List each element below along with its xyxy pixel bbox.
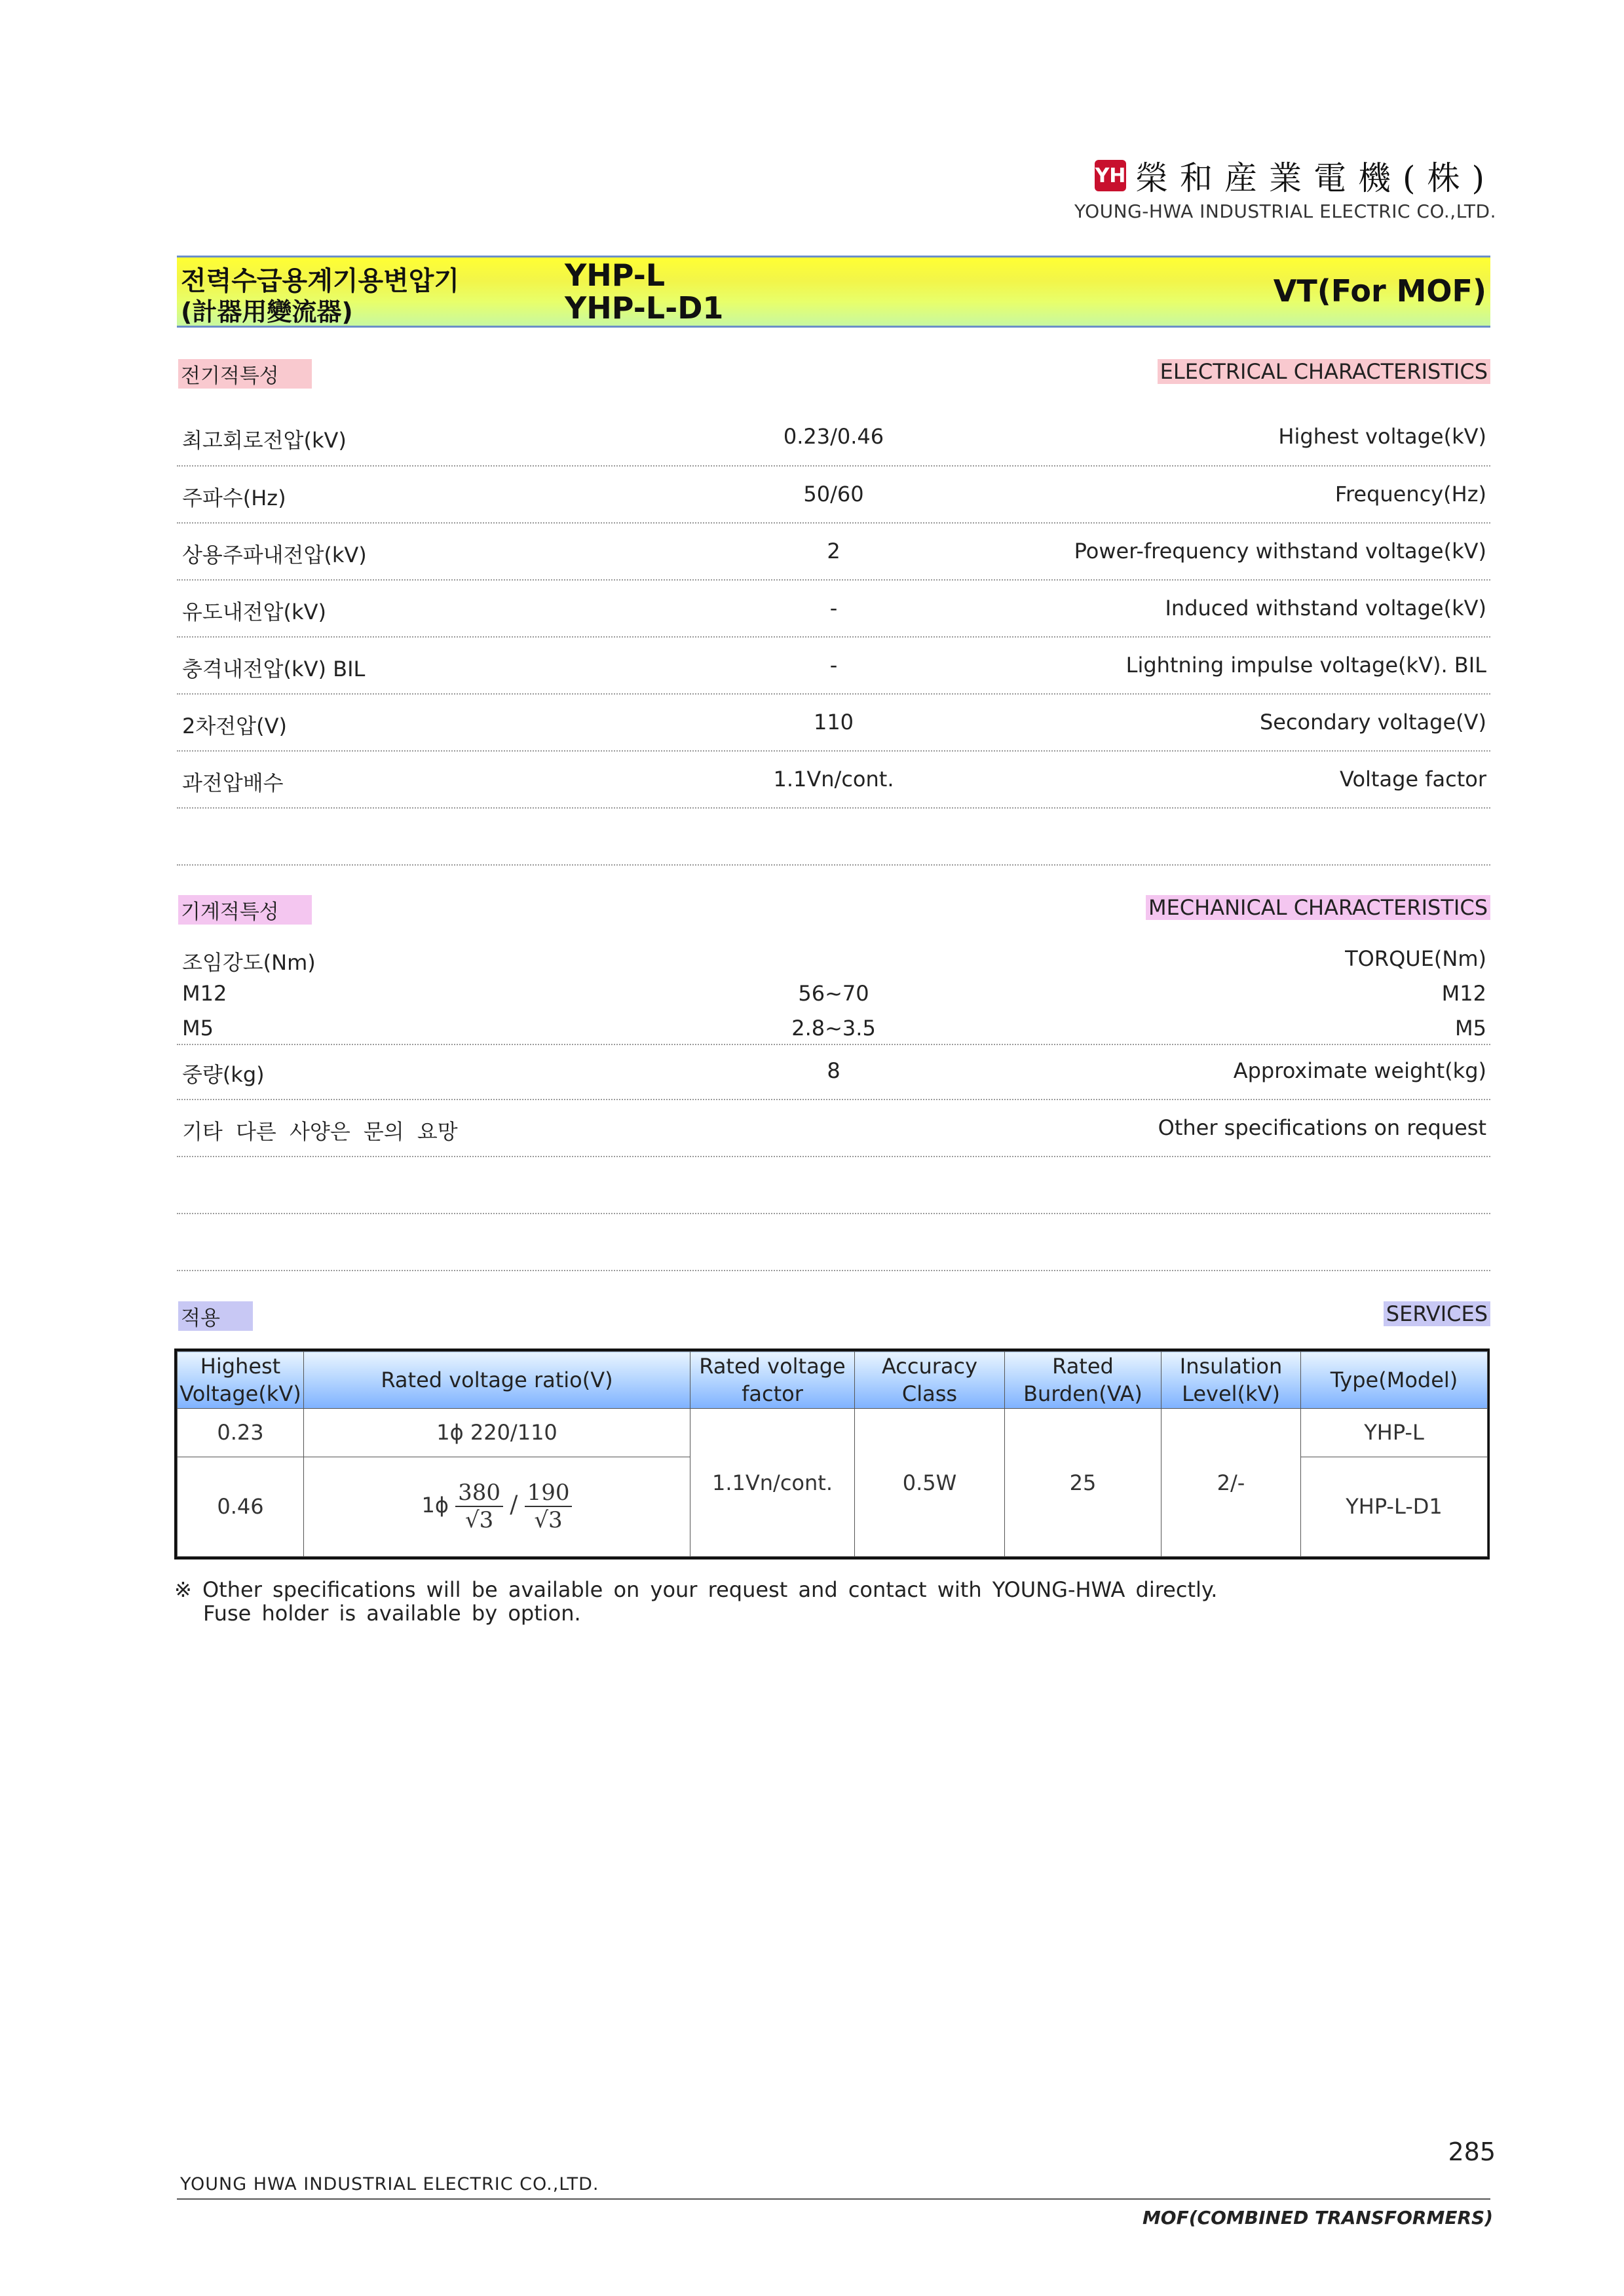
company-logo bbox=[1074, 152, 1496, 222]
company-name-english: YOUNG-HWA INDUSTRIAL ELECTRIC CO.,LTD. bbox=[1074, 201, 1496, 222]
divider bbox=[177, 1044, 1490, 1045]
row-label-en: Voltage factor bbox=[1340, 767, 1486, 792]
divider bbox=[177, 579, 1490, 581]
model-name-1: YHP-L bbox=[565, 258, 666, 293]
fraction-separator: / bbox=[510, 1491, 518, 1519]
mechanical-label-en: MECHANICAL CHARACTERISTICS bbox=[1146, 895, 1490, 920]
row-label-en: Induced withstand voltage(kV) bbox=[1165, 596, 1486, 621]
footnote bbox=[174, 1578, 1217, 1625]
row-label-ko: 2차전압(V) bbox=[182, 714, 287, 738]
table-row bbox=[178, 1409, 1488, 1457]
model-name-2: YHP-L-D1 bbox=[565, 290, 724, 326]
row-value: 2.8~3.5 bbox=[791, 1016, 876, 1041]
row-value: 56~70 bbox=[798, 981, 869, 1006]
row-label-ko: 기타 다른 사양은 문의 요망 bbox=[182, 1119, 458, 1144]
header-insulation-level: Insulation Level(kV) bbox=[1161, 1352, 1301, 1409]
row-label-en: Frequency(Hz) bbox=[1334, 482, 1486, 507]
title-korean: 전력수급용계기용변압기 bbox=[181, 266, 460, 296]
mechanical-label-ko: 기계적특성 bbox=[178, 895, 312, 925]
electrical-label-en: ELECTRICAL CHARACTERISTICS bbox=[1158, 359, 1490, 384]
header-highest-voltage: Highest Voltage(kV) bbox=[178, 1352, 304, 1409]
row-label-en: Secondary voltage(V) bbox=[1259, 710, 1486, 735]
row-label-ko: 최고회로전압(kV) bbox=[182, 428, 347, 453]
row-label-ko: M12 bbox=[182, 981, 227, 1006]
header-accuracy-class: Accuracy Class bbox=[855, 1352, 1005, 1409]
cell-burden: 25 bbox=[1005, 1409, 1161, 1557]
cell-ratio: 1ϕ 220/110 bbox=[304, 1409, 690, 1457]
footnote-line-2: Fuse holder is available by option. bbox=[203, 1601, 581, 1626]
header-type-model: Type(Model) bbox=[1301, 1352, 1488, 1409]
divider bbox=[177, 750, 1490, 752]
row-label-ko: 조임강도(Nm) bbox=[182, 950, 316, 975]
cell-voltage: 0.46 bbox=[178, 1457, 304, 1556]
row-label-ko: 중량(kg) bbox=[182, 1062, 265, 1087]
header-rated-burden: Rated Burden(VA) bbox=[1005, 1352, 1161, 1409]
header-rated-voltage-ratio: Rated voltage ratio(V) bbox=[304, 1352, 690, 1409]
cell-insulation: 2/- bbox=[1161, 1409, 1301, 1557]
page-number: 285 bbox=[1448, 2137, 1496, 2166]
cell-accuracy: 0.5W bbox=[855, 1409, 1005, 1557]
row-label-ko: 유도내전압(kV) bbox=[182, 600, 326, 624]
row-label-en: TORQUE(Nm) bbox=[1345, 946, 1486, 971]
row-label-ko: 충격내전압(kV) BIL bbox=[182, 657, 366, 681]
row-label-en: Highest voltage(kV) bbox=[1278, 424, 1486, 449]
row-value: 110 bbox=[813, 710, 854, 735]
services-label-en: SERVICES bbox=[1384, 1301, 1490, 1326]
electrical-label-ko: 전기적특성 bbox=[178, 359, 312, 389]
fraction-2: $\frac{190}{√3}$ bbox=[525, 1480, 573, 1533]
divider bbox=[177, 864, 1490, 866]
row-label-en: M5 bbox=[1455, 1016, 1486, 1041]
header-rated-voltage-factor: Rated voltage factor bbox=[690, 1352, 855, 1409]
row-value: 8 bbox=[827, 1058, 840, 1083]
footer-company: YOUNG HWA INDUSTRIAL ELECTRIC CO.,LTD. bbox=[180, 2174, 599, 2194]
row-value: 2 bbox=[827, 539, 840, 564]
divider bbox=[177, 1099, 1490, 1100]
row-label-en: M12 bbox=[1441, 981, 1486, 1006]
divider bbox=[177, 693, 1490, 695]
cell-model: YHP-L bbox=[1301, 1409, 1488, 1457]
row-label-ko: 주파수(Hz) bbox=[182, 486, 286, 510]
divider bbox=[177, 1213, 1490, 1214]
divider bbox=[177, 807, 1490, 809]
cell-factor: 1.1Vn/cont. bbox=[690, 1409, 855, 1557]
row-value: 50/60 bbox=[803, 482, 864, 507]
services-table bbox=[174, 1349, 1490, 1559]
cell-model: YHP-L-D1 bbox=[1301, 1457, 1488, 1556]
divider bbox=[177, 1156, 1490, 1157]
row-label-ko: 과전압배수 bbox=[182, 771, 284, 795]
ratio-prefix: 1ϕ bbox=[421, 1493, 449, 1518]
row-value: 1.1Vn/cont. bbox=[773, 767, 894, 792]
table-header-row bbox=[178, 1352, 1488, 1409]
product-type: VT(For MOF) bbox=[1273, 273, 1486, 309]
title-hanja: (計器用變流器) bbox=[181, 297, 353, 326]
row-label-en: Power-frequency withstand voltage(kV) bbox=[1074, 539, 1486, 564]
footer-divider bbox=[177, 2198, 1490, 2200]
company-name-hanja: 榮和産業電機(株) bbox=[1135, 159, 1496, 197]
row-label-en: Other specifications on request bbox=[1158, 1115, 1486, 1140]
fraction-1: $\frac{380}{√3}$ bbox=[455, 1480, 503, 1533]
row-value: - bbox=[829, 653, 838, 678]
divider bbox=[177, 522, 1490, 524]
company-logo-icon: YH bbox=[1095, 160, 1126, 191]
cell-voltage: 0.23 bbox=[178, 1409, 304, 1457]
row-value: - bbox=[829, 596, 838, 621]
row-label-ko: 상용주파내전압(kV) bbox=[182, 543, 367, 567]
row-label-en: Lightning impulse voltage(kV). BIL bbox=[1125, 653, 1486, 678]
row-label-ko: M5 bbox=[182, 1016, 214, 1041]
footer-section-title: MOF(COMBINED TRANSFORMERS) bbox=[1142, 2207, 1493, 2229]
row-value: 0.23/0.46 bbox=[783, 424, 884, 449]
divider bbox=[177, 465, 1490, 467]
divider bbox=[177, 1270, 1490, 1271]
footnote-line-1: ※ Other specifications will be available on your request and contact with YOUNG-HWA directly. bbox=[174, 1577, 1218, 1602]
row-label-en: Approximate weight(kg) bbox=[1233, 1058, 1486, 1083]
divider bbox=[177, 636, 1490, 638]
services-label-ko: 적용 bbox=[178, 1301, 253, 1331]
title-bar bbox=[177, 256, 1490, 328]
cell-ratio bbox=[304, 1457, 690, 1556]
